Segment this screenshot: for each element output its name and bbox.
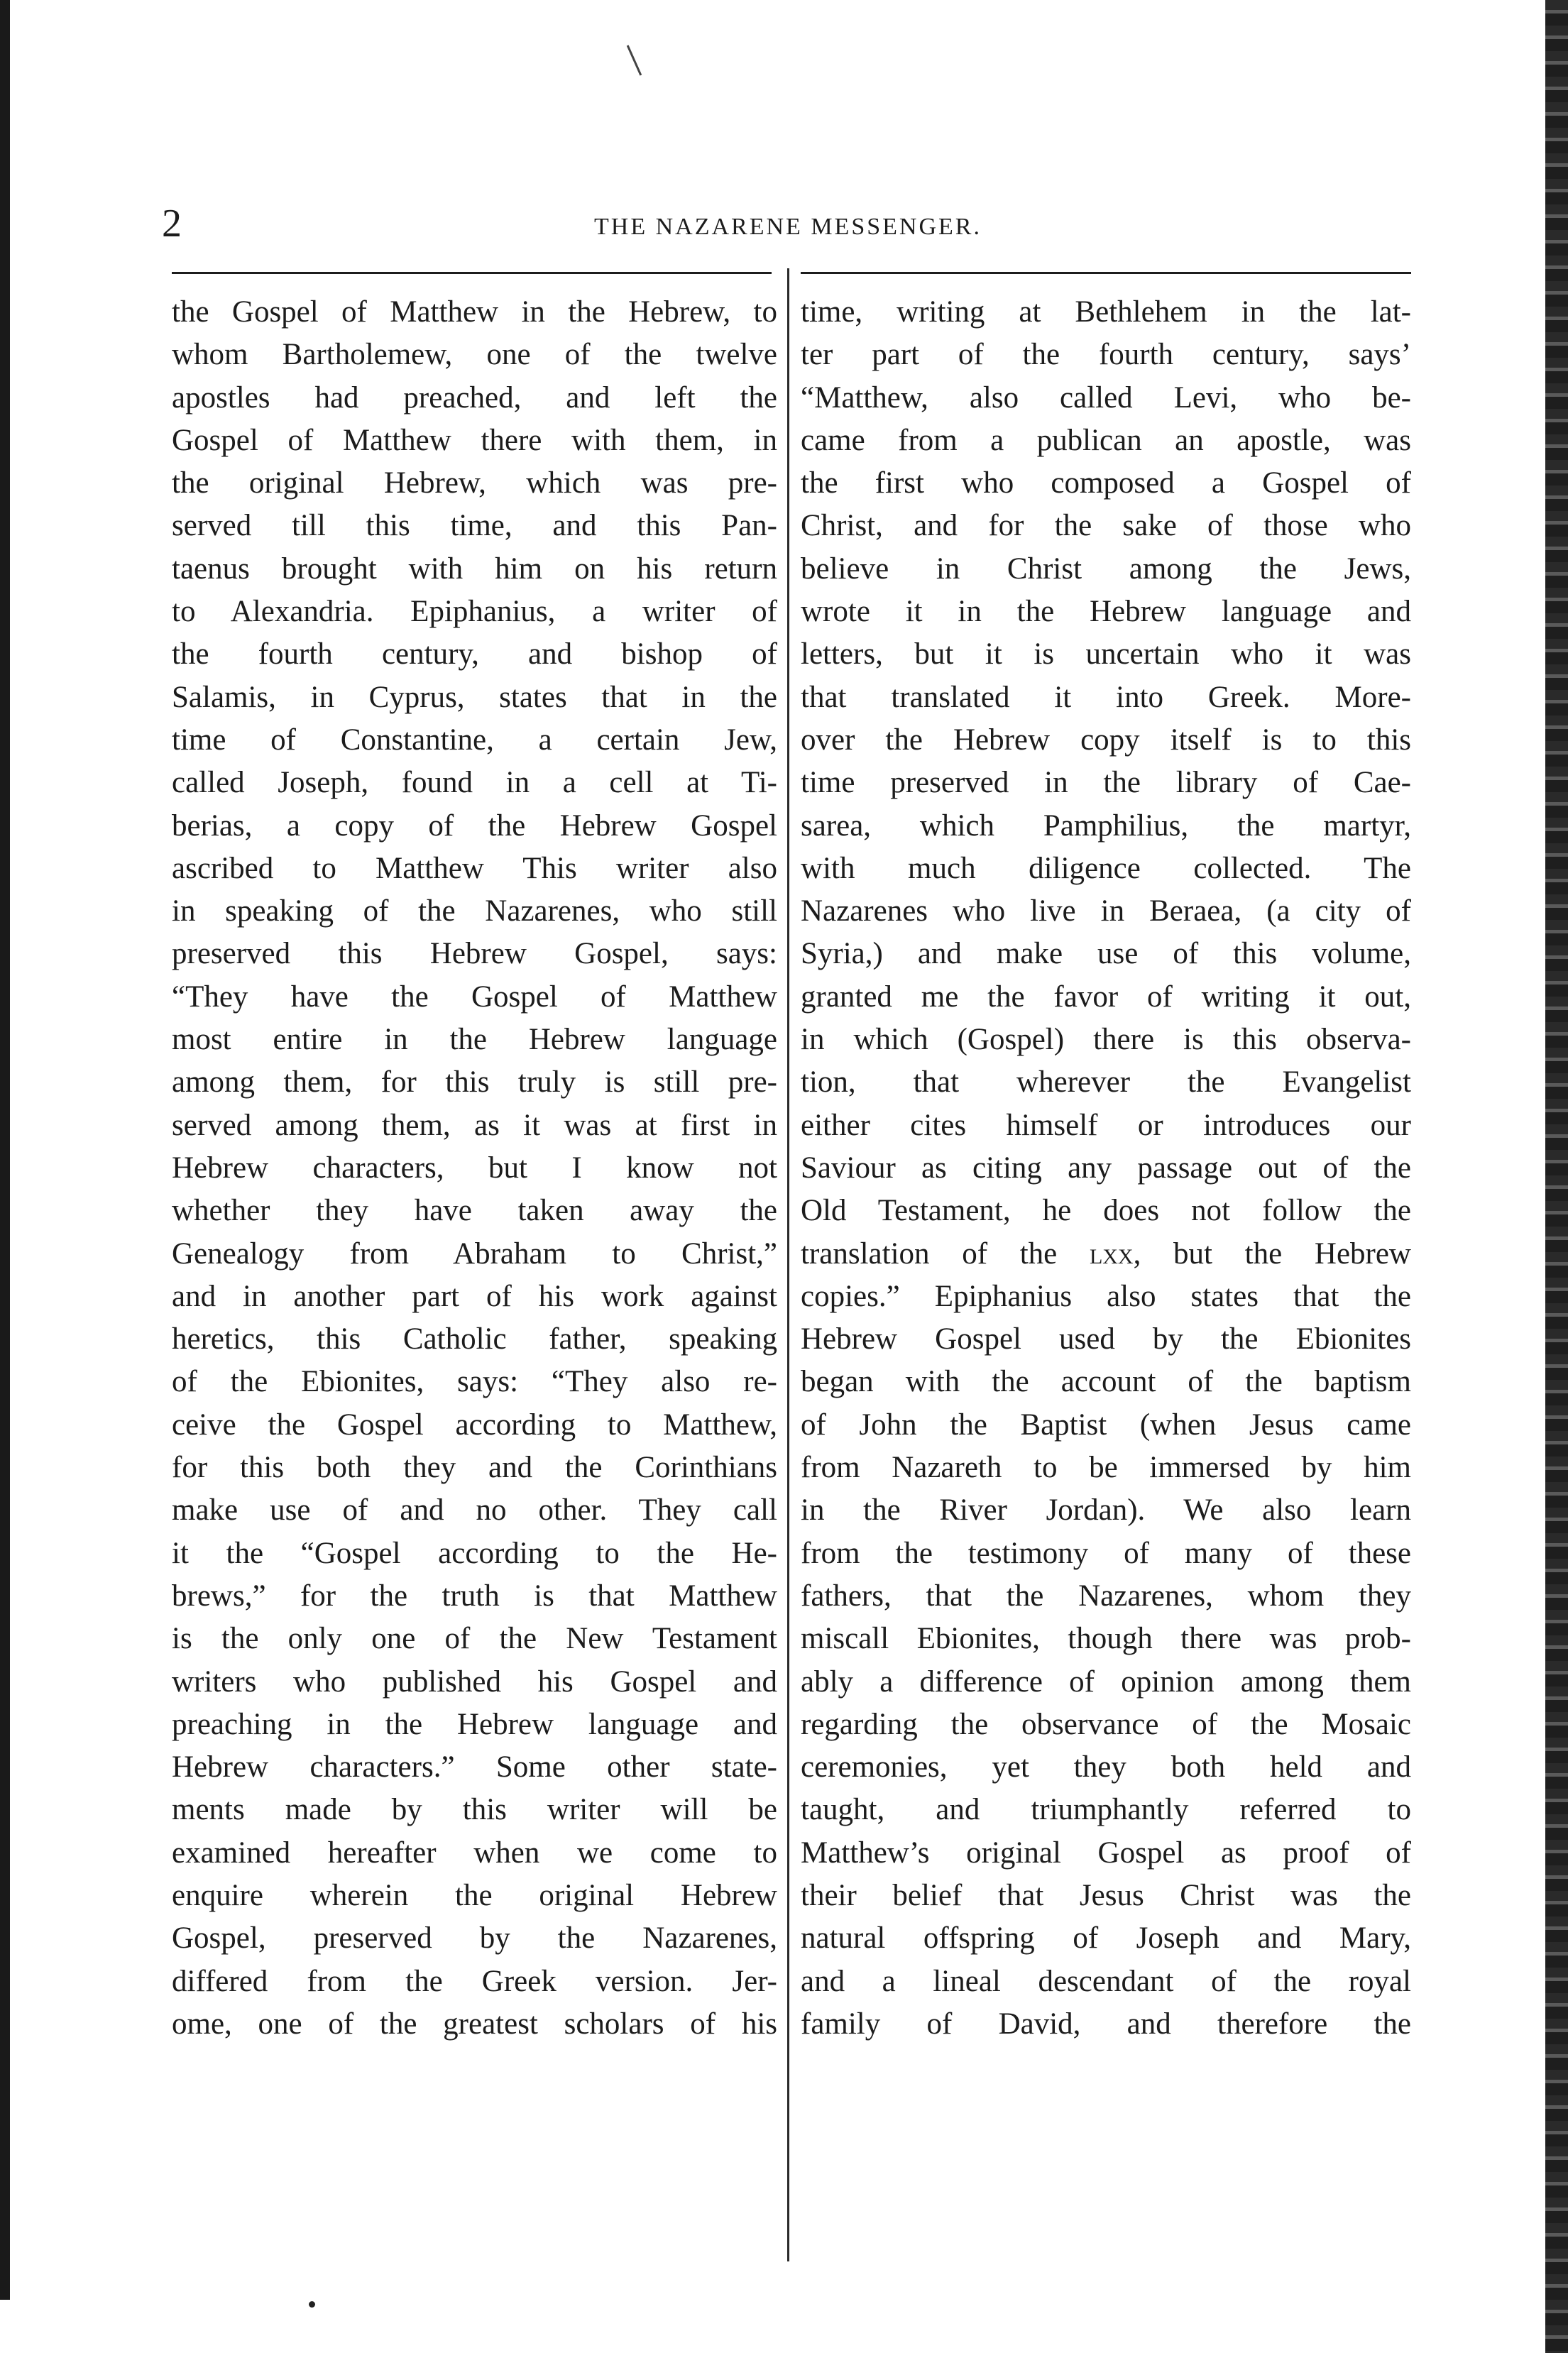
text-line: among them, for this truly is still pre-: [172, 1065, 777, 1099]
text-line: make use of and no other. They call: [172, 1493, 777, 1527]
header-rule-right: [801, 272, 1411, 274]
text-line: “Matthew, also called Levi, who be-: [801, 380, 1411, 415]
text-line: and a lineal descendant of the royal: [801, 1964, 1411, 1998]
left-column: [172, 291, 777, 2046]
text-line: in speaking of the Nazarenes, who still: [172, 894, 777, 928]
text-line: ter part of the fourth century, says’: [801, 338, 1411, 372]
text-line: wrote it in the Hebrew language and: [801, 595, 1411, 629]
text-line: Nazarenes who live in Beraea, (a city of: [801, 894, 1411, 928]
text-line: tion, that wherever the Evangelist: [801, 1065, 1411, 1099]
text-line: fathers, that the Nazarenes, whom they: [801, 1579, 1411, 1613]
stray-ink-mark: [627, 45, 642, 75]
text-line: Salamis, in Cyprus, states that in the: [172, 680, 777, 714]
text-line: heretics, this Catholic father, speaking: [172, 1322, 777, 1356]
text-line: copies.” Epiphanius also states that the: [801, 1279, 1411, 1313]
text-line: for this both they and the Corinthians: [172, 1451, 777, 1485]
text-line: most entire in the Hebrew language: [172, 1023, 777, 1057]
text-line: is the only one of the New Testament: [172, 1622, 777, 1656]
text-line: their belief that Jesus Christ was the: [801, 1878, 1411, 1912]
text-line: whom Bartholemew, one of the twelve: [172, 338, 777, 372]
text-line: natural offspring of Joseph and Mary,: [801, 1921, 1411, 1956]
text-line: Old Testament, he does not follow the: [801, 1194, 1411, 1228]
text-line: over the Hebrew copy itself is to this: [801, 723, 1411, 757]
text-line: believe in Christ among the Jews,: [801, 552, 1411, 586]
page-number: 2: [162, 202, 182, 246]
text-line: Syria,) and make use of this volume,: [801, 937, 1411, 971]
lxx-abbreviation: lxx: [1089, 1236, 1134, 1271]
text-line: Gospel of Matthew there with them, in: [172, 423, 777, 457]
right-binding-edge: [1545, 0, 1568, 2353]
text-line: letters, but it is uncertain who it was: [801, 637, 1411, 671]
text-line: preaching in the Hebrew language and: [172, 1707, 777, 1741]
text-line: in which (Gospel) there is this observa-: [801, 1023, 1411, 1057]
text-line: examined hereafter when we come to: [172, 1836, 777, 1870]
text-line: miscall Ebionites, though there was prob-: [801, 1622, 1411, 1656]
text-line: called Joseph, found in a cell at Ti-: [172, 766, 777, 800]
text-line: Genealogy from Abraham to Christ,”: [172, 1236, 777, 1271]
text-line: ceremonies, yet they both held and: [801, 1750, 1411, 1784]
text-line: differed from the Greek version. Jer-: [172, 1964, 777, 1998]
text-line: Hebrew Gospel used by the Ebionites: [801, 1322, 1411, 1356]
text-line: Hebrew characters, but I know not: [172, 1151, 777, 1185]
text-line: taenus brought with him on his return: [172, 552, 777, 586]
text-line: ome, one of the greatest scholars of his: [172, 2007, 777, 2041]
text-line: granted me the favor of writing it out,: [801, 980, 1411, 1014]
text-line: whether they have taken away the: [172, 1194, 777, 1228]
text-line: “They have the Gospel of Matthew: [172, 980, 777, 1014]
text-line: Saviour as citing any passage out of the: [801, 1151, 1411, 1185]
text-line: either cites himself or introduces our: [801, 1108, 1411, 1142]
text-line: the first who composed a Gospel of: [801, 466, 1411, 500]
text-line: of the Ebionites, says: “They also re-: [172, 1365, 777, 1399]
text-line: Gospel, preserved by the Nazarenes,: [172, 1921, 777, 1956]
text-line: it the “Gospel according to the He-: [172, 1536, 777, 1570]
text-line: began with the account of the baptism: [801, 1365, 1411, 1399]
text-line: the fourth century, and bishop of: [172, 637, 777, 671]
text-line: translation of the lxx, but the Hebrew: [801, 1236, 1411, 1271]
left-binding-edge: [0, 0, 10, 2300]
text-line: Christ, and for the sake of those who: [801, 509, 1411, 543]
text-line: time preserved in the library of Cae-: [801, 766, 1411, 800]
text-line: of John the Baptist (when Jesus came: [801, 1408, 1411, 1442]
text-line: ceive the Gospel according to Matthew,: [172, 1408, 777, 1442]
text-line: time, writing at Bethlehem in the lat-: [801, 295, 1411, 329]
stray-ink-dot: [309, 2301, 315, 2308]
text-line: to Alexandria. Epiphanius, a writer of: [172, 595, 777, 629]
text-line: served till this time, and this Pan-: [172, 509, 777, 543]
text-line: and in another part of his work against: [172, 1279, 777, 1313]
text-line: berias, a copy of the Hebrew Gospel: [172, 808, 777, 843]
right-column: [801, 291, 1411, 2046]
text-line: regarding the observance of the Mosaic: [801, 1707, 1411, 1741]
running-title: THE NAZARENE MESSENGER.: [594, 214, 982, 240]
text-line: Matthew’s original Gospel as proof of: [801, 1836, 1411, 1870]
text-line: with much diligence collected. The: [801, 851, 1411, 885]
text-line: served among them, as it was at first in: [172, 1108, 777, 1142]
text-line: that translated it into Greek. More-: [801, 680, 1411, 714]
text-line: preserved this Hebrew Gospel, says:: [172, 937, 777, 971]
text-line: brews,” for the truth is that Matthew: [172, 1579, 777, 1613]
text-line: from the testimony of many of these: [801, 1536, 1411, 1570]
text-line: from Nazareth to be immersed by him: [801, 1451, 1411, 1485]
text-line: writers who published his Gospel and: [172, 1664, 777, 1699]
text-line: taught, and triumphantly referred to: [801, 1793, 1411, 1827]
text-line: enquire wherein the original Hebrew: [172, 1878, 777, 1912]
text-line: sarea, which Pamphilius, the martyr,: [801, 808, 1411, 843]
column-divider: [787, 268, 789, 2261]
text-line: time of Constantine, a certain Jew,: [172, 723, 777, 757]
text-line: in the River Jordan). We also learn: [801, 1493, 1411, 1527]
text-line: family of David, and therefore the: [801, 2007, 1411, 2041]
text-line: the original Hebrew, which was pre-: [172, 466, 777, 500]
text-line: ments made by this writer will be: [172, 1793, 777, 1827]
text-line: the Gospel of Matthew in the Hebrew, to: [172, 295, 777, 329]
header-rule-left: [172, 272, 772, 274]
text-line: Hebrew characters.” Some other state-: [172, 1750, 777, 1784]
text-line: ably a difference of opinion among them: [801, 1664, 1411, 1699]
page-header: [0, 199, 1568, 248]
text-line: ascribed to Matthew This writer also: [172, 851, 777, 885]
text-line: came from a publican an apostle, was: [801, 423, 1411, 457]
text-line: apostles had preached, and left the: [172, 380, 777, 415]
